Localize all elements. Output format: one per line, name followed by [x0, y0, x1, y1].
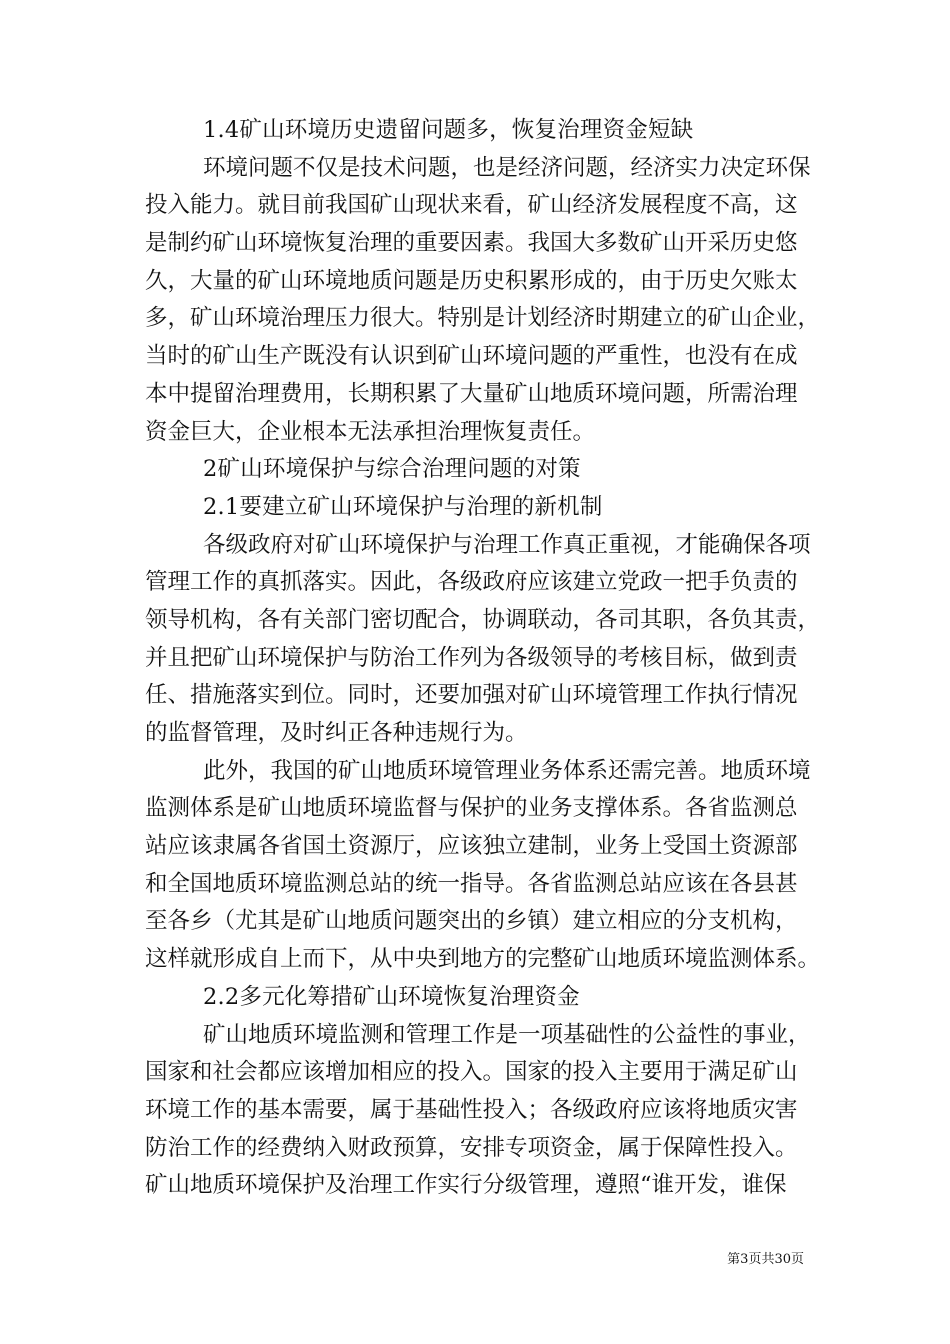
paragraph-line: 本中提留治理费用，长期积累了大量矿山地质环境问题，所需治理: [145, 380, 798, 407]
paragraph-line: 矿山地质环境保护及治理工作实行分级管理，遵照“谁开发，谁保: [145, 1172, 787, 1199]
paragraph-line: 这样就形成自上而下，从中央到地方的完整矿山地质环境监测体系。: [145, 946, 821, 973]
paragraph-line: 管理工作的真抓落实。因此，各级政府应该建立党政一把手负责的: [145, 569, 798, 596]
paragraph-line: 环境工作的基本需要，属于基础性投入；各级政府应该将地质灾害: [145, 1096, 798, 1123]
paragraph-line: 矿山地质环境监测和管理工作是一项基础性的公益性的事业，: [203, 1021, 811, 1048]
paragraph-line: 领导机构，各有关部门密切配合，协调联动，各司其职，各负其责，: [145, 606, 821, 633]
paragraph-line: 监测体系是矿山地质环境监督与保护的业务支撑体系。各省监测总: [145, 795, 798, 822]
paragraph-line: 多，矿山环境治理压力很大。特别是计划经济时期建立的矿山企业，: [145, 305, 821, 332]
page-number: 第3页共30页: [727, 1252, 804, 1267]
paragraph-line: 当时的矿山生产既没有认识到矿山环境问题的严重性，也没有在成: [145, 343, 798, 370]
paragraph-line: 国家和社会都应该增加相应的投入。国家的投入主要用于满足矿山: [145, 1059, 798, 1086]
section-heading: 2.2多元化筹措矿山环境恢复治理资金: [203, 983, 580, 1010]
paragraph-line: 任、措施落实到位。同时，还要加强对矿山环境管理工作执行情况: [145, 682, 798, 709]
section-heading: 2矿山环境保护与综合治理问题的对策: [203, 456, 581, 483]
paragraph-line: 并且把矿山环境保护与防治工作列为各级领导的考核目标，做到责: [145, 644, 798, 671]
paragraph-line: 站应该隶属各省国土资源厅，应该独立建制，业务上受国土资源部: [145, 833, 798, 860]
section-heading: 2.1要建立矿山环境保护与治理的新机制: [203, 493, 603, 520]
paragraph-line: 此外，我国的矿山地质环境管理业务体系还需完善。地质环境: [203, 757, 811, 784]
section-heading: 1.4矿山环境历史遗留问题多，恢复治理资金短缺: [203, 117, 694, 143]
paragraph-line: 是制约矿山环境恢复治理的重要因素。我国大多数矿山开采历史悠: [145, 230, 798, 257]
document-body: [145, 112, 821, 1205]
paragraph-line: 环境问题不仅是技术问题，也是经济问题，经济实力决定环保: [203, 154, 811, 181]
paragraph-line: 各级政府对矿山环境保护与治理工作真正重视，才能确保各项: [203, 531, 811, 558]
paragraph-line: 和全国地质环境监测总站的统一指导。各省监测总站应该在各县甚: [145, 870, 798, 897]
paragraph-line: 久，大量的矿山环境地质问题是历史积累形成的，由于历史欠账太: [145, 267, 798, 294]
paragraph-line: 资金巨大，企业根本无法承担治理恢复责任。: [145, 418, 596, 445]
paragraph-line: 投入能力。就目前我国矿山现状来看，矿山经济发展程度不高，这: [145, 192, 798, 219]
paragraph-line: 的监督管理，及时纠正各种违规行为。: [145, 720, 528, 746]
paragraph-line: 防治工作的经费纳入财政预算，安排专项资金，属于保障性投入。: [145, 1134, 798, 1161]
paragraph-line: 至各乡（尤其是矿山地质问题突出的乡镇）建立相应的分支机构，: [145, 908, 798, 935]
